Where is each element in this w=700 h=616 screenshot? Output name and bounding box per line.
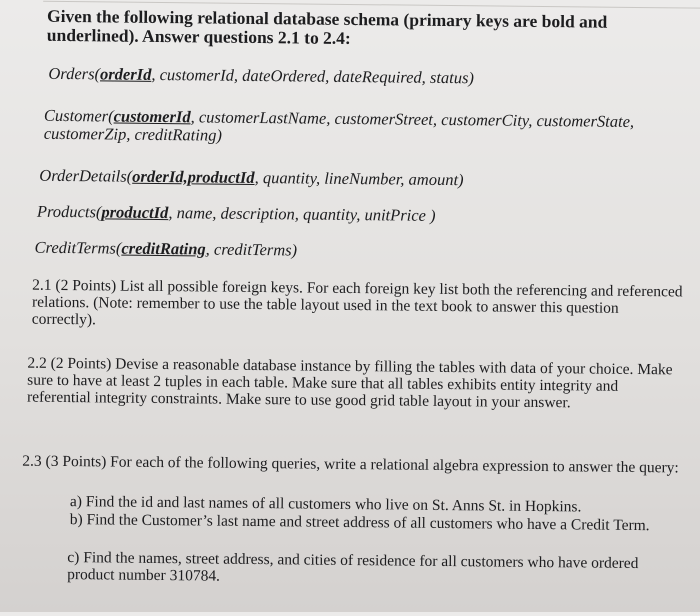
question-2-3-c: c) Find the names, street address, and cities of residence for all customers who have ordered product number 310784. (67, 549, 639, 585)
schema-orders: Orders(orderId, customerId, dateOrdered, dateRequired, status) (48, 63, 475, 88)
question-2-3-a: a) Find the id and last names of all customers who live on St. Anns St. in Hopkins. (69, 493, 582, 516)
question-2-3: 2.3 (3 Points) For each of the following queries, write a relational algebra expression to answer the query: (22, 452, 679, 477)
schema-creditterms: CreditTerms(creditRating, creditTerms) (34, 237, 298, 260)
question-2-1: 2.1 (2 Points) List all possible foreign keys. For each foreign key list both the referencing and referenced relations. (Note: remember to use the table layout used in the text book to answer this question correctly). (31, 276, 683, 329)
schema-orderdetails: OrderDetails(orderId,productId, quantity, lineNumber, amount) (39, 165, 464, 190)
question-2-3-b: b) Find the Customer’s last name and street address of all customers who have a Credit Term. (69, 511, 650, 535)
intro-text: Given the following relational database schema (primary keys are bold and underlined). Answer questions 2.1 to 2.4: (46, 5, 608, 48)
question-2-2: 2.2 (2 Points) Devise a reasonable database instance by filling the tables with data of your choice. Make sure to have at least 2 tuples in each table. Make sure that all tables exhibits entity integrity and referential integrity constraints. Make sure to use good grid table layout in your answer. (26, 354, 673, 412)
schema-customer: Customer(customerId, customerLastName, customerStreet, customerCity, customerState, customerZip, creditRating) (43, 105, 635, 145)
schema-products: Products(productId, name, description, quantity, unitPrice ) (36, 201, 436, 225)
